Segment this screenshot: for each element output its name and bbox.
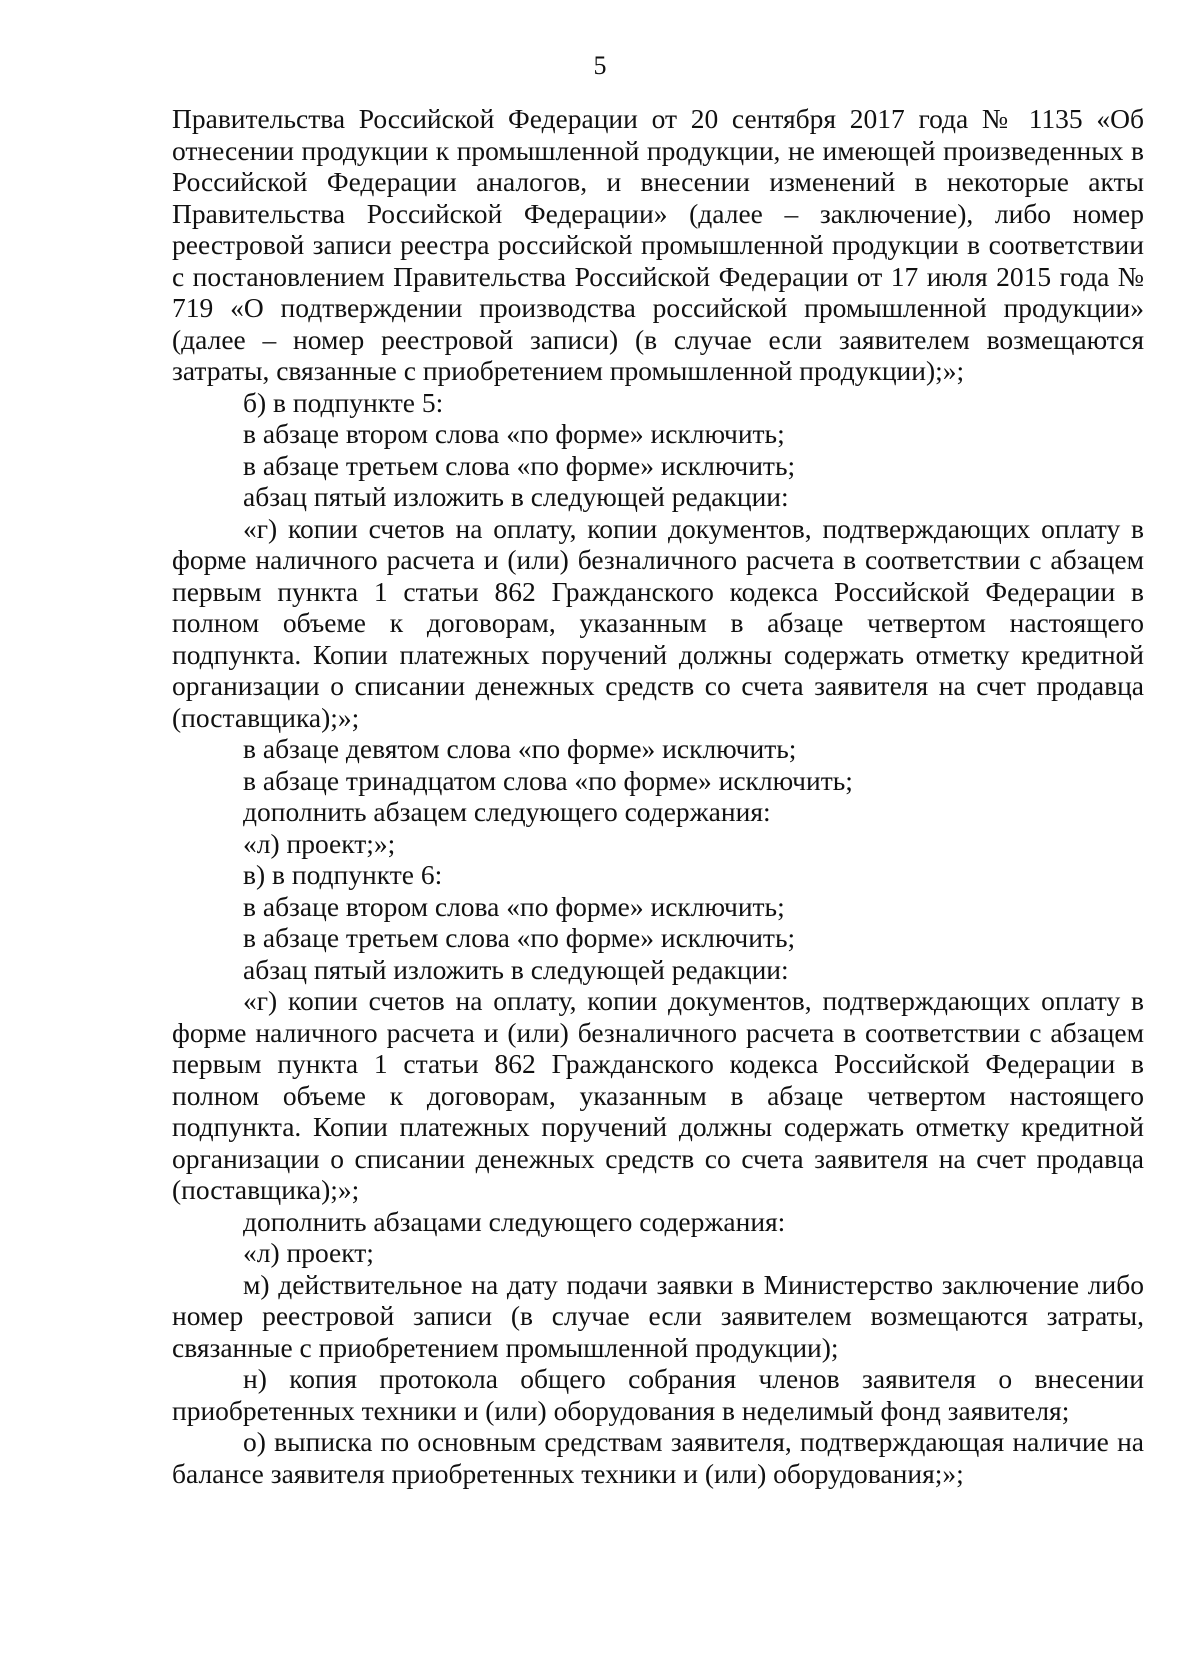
paragraph: «л) проект; [243,1237,374,1268]
paragraph: в абзаце третьем слова «по форме» исключить; [243,449,796,481]
paragraph: в абзаце третьем слова «по форме» исключить; [243,922,796,953]
paragraph: о) выписка по основным средствам заявителя, подтверждающая наличие на балансе заявителя приобретенных техники и (или) оборудования;»; [172,1426,1144,1489]
paragraph: «г) копии счетов на оплату, копии документов, подтверждающих оплату в форме наличного расчета и (или) безналичного расчета в соответствии с абзацем первым пункта 1 статьи 862 Гражданского кодекса Российской Федерации в полном объеме к договорам, указанным в абзаце четвертом настоящего подпункта. Копии платежных поручений должны содержать отметку кредитной организации о списании денежных средств со счета заявителя на счет продавца (поставщика);»; [172,512,1144,733]
paragraph: «г) копии счетов на оплату, копии документов, подтверждающих оплату в форме наличного расчета и (или) безналичного расчета в соответствии с абзацем первым пункта 1 статьи 862 Гражданского кодекса Российской Федерации в полном объеме к договорам, указанным в абзаце четвертом настоящего подпункта. Копии платежных поручений должны содержать отметку кредитной организации о списании денежных средств со счета заявителя на счет продавца (поставщика);»; [172,985,1144,1205]
paragraph: в абзаце тринадцатом слова «по форме» исключить; [243,764,853,796]
document-body [172,103,1144,1489]
paragraph: абзац пятый изложить в следующей редакции: [243,953,789,985]
paragraph: в абзаце втором слова «по форме» исключить; [243,418,785,449]
paragraph: н) копия протокола общего собрания членов заявителя о внесении приобретенных техники и (или) оборудования в неделимый фонд заявителя; [172,1363,1144,1426]
page-number: 5 [593,51,607,80]
paragraph: дополнить абзацами следующего содержания: [243,1205,786,1237]
paragraph: м) действительное на дату подачи заявки в Министерство заключение либо номер реестровой записи (в случае если заявителем возмещаются затраты, связанные с приобретением промышленной продукции); [172,1268,1144,1363]
paragraph: дополнить абзацем следующего содержания: [243,796,771,827]
paragraph: б) в подпункте 5: [243,386,444,418]
paragraph: в абзаце втором слова «по форме» исключить; [243,890,785,922]
paragraph: «л) проект;»; [243,827,396,859]
paragraph: абзац пятый изложить в следующей редакции: [243,481,789,512]
paragraph: в) в подпункте 6: [243,859,443,890]
paragraph: в абзаце девятом слова «по форме» исключить; [243,733,797,764]
paragraph: Правительства Российской Федерации от 20 сентября 2017 года № 1135 «Об отнесении продукции к промышленной продукции, не имеющей произведенных в Российской Федерации аналогов, и внесении изменений в некоторые акты Правительства Российской Федерации» (далее – заключение), либо номер реестровой записи реестра российской промышленной продукции в соответствии с постановлением Правительства Российской Федерации от 17 июля 2015 года № 719 «О подтверждении производства российской промышленной продукции» (далее – номер реестровой записи) (в случае если заявителем возмещаются затраты, связанные с приобретением промышленной продукции);»; [172,103,1144,386]
